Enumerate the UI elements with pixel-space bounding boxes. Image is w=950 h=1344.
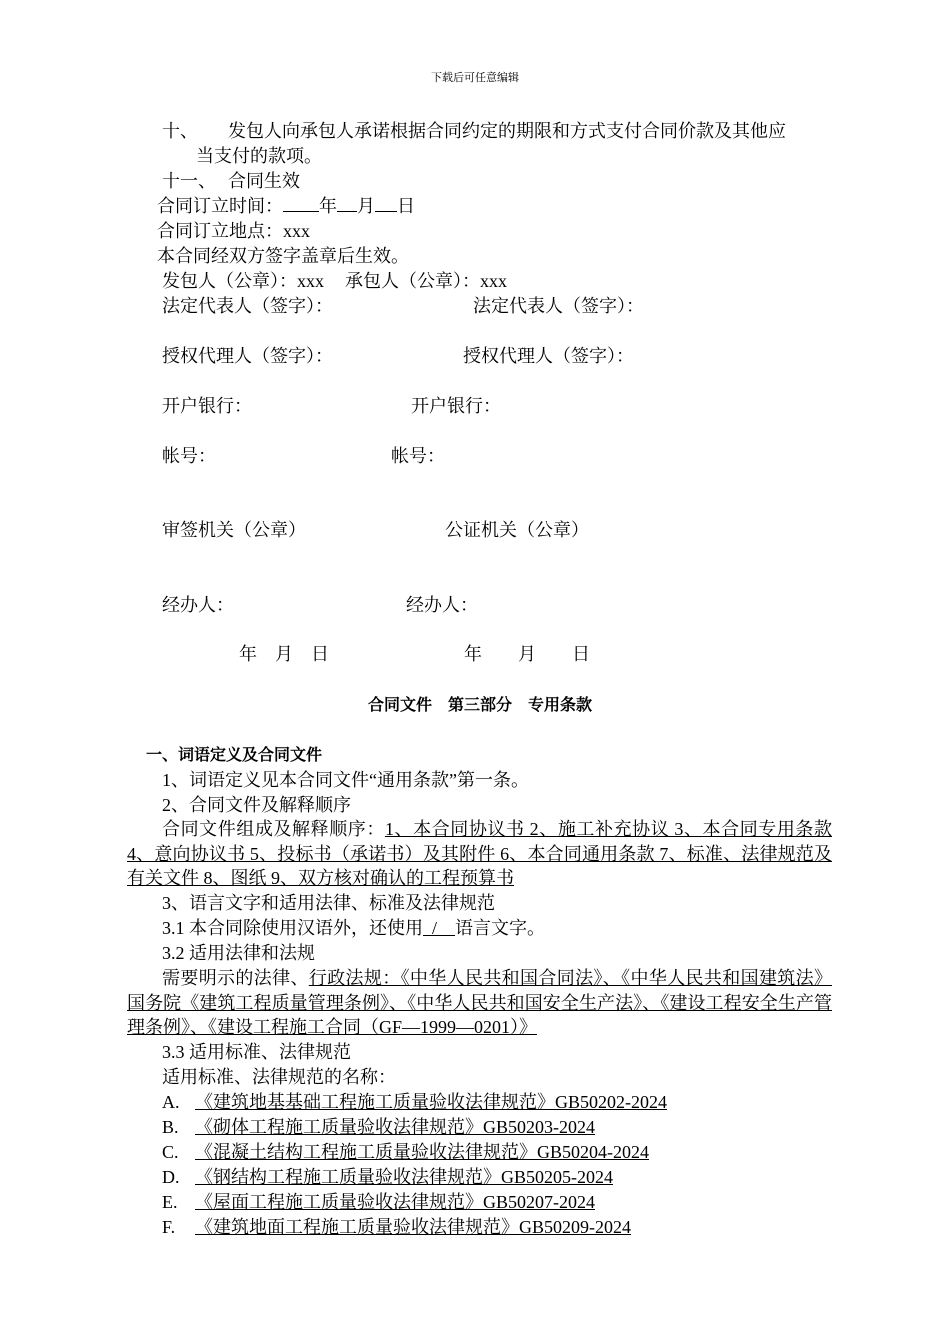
standard-text: 《砌体工程施工质量验收法律规范》GB50203-2024 [195, 1117, 595, 1137]
section-title: 合同文件 第三部分 专用条款 [367, 695, 592, 714]
language-blank: / [423, 918, 456, 938]
order-label: 合同文件组成及解释顺序： [162, 819, 385, 839]
standard-letter: B. [162, 1117, 179, 1137]
date-right: 年 月 日 [464, 644, 590, 664]
laws-text: 行政法规：《中华人民共和国合同法》、《中华人民共和国建筑法》国务院《建筑工程质量管理条例》、《中华人民共和国安全生产法》、《建设工程安全生产管理条例》、《建设工程施工合同（GF—1999—0201）》 [127, 968, 832, 1037]
standards-label: 适用标准、法律规范的名称： [162, 1067, 396, 1087]
section-1-heading: 一、词语定义及合同文件 [146, 745, 323, 764]
standard-text: 《建筑地面工程施工质量验收法律规范》GB50209-2024 [195, 1217, 631, 1237]
legal-rep-right: 法定代表人（签字）： [473, 296, 644, 316]
agent-right: 授权代理人（签字）： [463, 346, 634, 366]
page-header: 下载后可任意编辑 [431, 72, 519, 84]
agent-left: 授权代理人（签字）： [162, 346, 333, 366]
standard-text: 《钢结构工程施工质量验收法律规范》GB50205-2024 [195, 1167, 613, 1187]
legal-rep-left: 法定代表人（签字）： [162, 296, 333, 316]
language-clause [162, 917, 545, 939]
year-label: 年 [319, 196, 337, 216]
applicable-laws [127, 966, 832, 1040]
month-blank [337, 195, 357, 212]
sign-time-label: 合同订立时间： [157, 196, 283, 216]
language-post: 语言文字。 [455, 918, 546, 938]
language-law-heading: 3、语言文字和适用法律、标准及法律规范 [162, 893, 495, 913]
standard-item [162, 1191, 595, 1213]
notary-org: 公证机关（公章） [445, 520, 589, 540]
sign-place: 合同订立地点：xxx [157, 221, 310, 241]
standard-item [162, 1216, 631, 1238]
account-right: 帐号： [391, 446, 445, 466]
standard-letter: D. [162, 1167, 180, 1187]
day-label: 日 [397, 196, 415, 216]
account-left: 帐号： [162, 446, 216, 466]
contractor-seal: 承包人（公章）：xxx [345, 271, 507, 291]
standard-text: 《混凝土结构工程施工质量验收法律规范》GB50204-2024 [195, 1142, 649, 1162]
standard-letter: A. [162, 1092, 180, 1112]
standard-letter: C. [162, 1142, 179, 1162]
standard-item [162, 1166, 613, 1188]
standard-text: 《建筑地基基础工程施工质量验收法律规范》GB50202-2024 [195, 1092, 667, 1112]
clause-10-text-cont: 当支付的款项。 [196, 146, 322, 166]
handler-left: 经办人： [162, 595, 234, 615]
date-left: 年 月 日 [239, 644, 329, 664]
bank-left: 开户银行： [162, 396, 252, 416]
clause-10-text: 发包人向承包人承诺根据合同约定的期限和方式支付合同价款及其他应 [228, 121, 786, 141]
review-org: 审签机关（公章） [162, 520, 306, 540]
clause-11-number: 十一、 [162, 171, 216, 191]
standard-letter: E. [162, 1192, 178, 1212]
employer-seal: 发包人（公章）：xxx [162, 271, 324, 291]
standard-item [162, 1116, 595, 1138]
clause-11-title: 合同生效 [228, 171, 300, 191]
laws-label: 需要明示的法律、 [162, 968, 309, 988]
contract-docs-order [127, 817, 832, 891]
effective-statement: 本合同经双方签字盖章后生效。 [157, 246, 409, 266]
language-pre: 3.1 本合同除使用汉语外，还使用 [162, 918, 423, 938]
bank-right: 开户银行： [411, 396, 501, 416]
definitions-paragraph: 1、词语定义见本合同文件“通用条款”第一条。 [162, 770, 529, 790]
standard-item [162, 1141, 649, 1163]
standard-item [162, 1091, 667, 1113]
day-blank [375, 195, 397, 212]
month-label: 月 [357, 196, 375, 216]
standard-text: 《屋面工程施工质量验收法律规范》GB50207-2024 [195, 1192, 595, 1212]
handler-right: 经办人： [406, 595, 478, 615]
applicable-laws-heading: 3.2 适用法律和法规 [162, 943, 315, 963]
order-text: 1、本合同协议书 2、施工补充协议 3、本合同专用条款 4、意向协议书 5、投标书（承诺书）及其附件 6、本合同通用条款 7、标准、法律规范及有关文件 8、图纸 9、双方核对确认的工程预算书 [127, 819, 833, 888]
contract-docs-heading: 2、合同文件及解释顺序 [162, 795, 351, 815]
year-blank [283, 195, 319, 212]
standard-letter: F. [162, 1217, 176, 1237]
clause-10-number: 十、 [162, 121, 198, 141]
sign-time [157, 195, 415, 217]
standards-heading: 3.3 适用标准、法律规范 [162, 1042, 351, 1062]
